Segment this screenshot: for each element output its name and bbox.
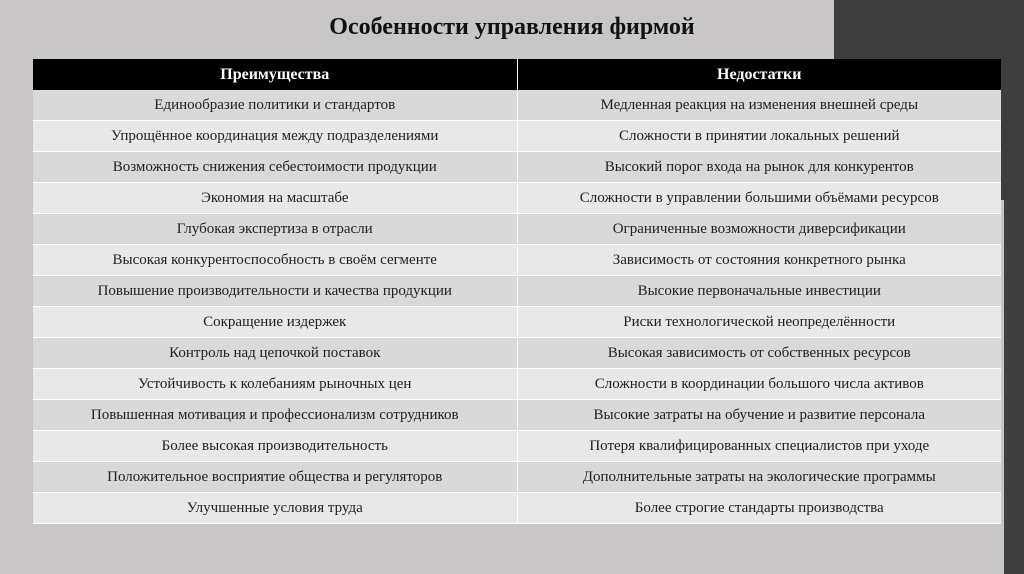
- table-row: [33, 90, 1001, 121]
- disadvantage-cell: Зависимость от состояния конкретного рынка: [517, 245, 1001, 276]
- disadvantage-cell: Ограниченные возможности диверсификации: [517, 214, 1001, 245]
- page-title: Особенности управления фирмой: [329, 14, 695, 40]
- table-row: [33, 245, 1001, 276]
- table-row: [33, 369, 1001, 400]
- disadvantage-cell: Более строгие стандарты производства: [517, 493, 1001, 524]
- table-row: [33, 214, 1001, 245]
- disadvantage-cell: Сложности в координации большого числа активов: [517, 369, 1001, 400]
- advantage-cell: Экономия на масштабе: [33, 183, 517, 214]
- disadvantage-cell: Высокие затраты на обучение и развитие персонала: [517, 400, 1001, 431]
- header-disadvantages: Недостатки: [517, 59, 1001, 90]
- table-row: [33, 276, 1001, 307]
- table-row: [33, 121, 1001, 152]
- advantage-cell: Глубокая экспертиза в отрасли: [33, 214, 517, 245]
- advantage-cell: Контроль над цепочкой поставок: [33, 338, 517, 369]
- header-advantages: Преимущества: [33, 59, 517, 90]
- disadvantage-cell: Высокая зависимость от собственных ресурсов: [517, 338, 1001, 369]
- advantage-cell: Повышенная мотивация и профессионализм сотрудников: [33, 400, 517, 431]
- advantage-cell: Улучшенные условия труда: [33, 493, 517, 524]
- table-row: [33, 400, 1001, 431]
- advantage-cell: Устойчивость к колебаниям рыночных цен: [33, 369, 517, 400]
- disadvantage-cell: Высокие первоначальные инвестиции: [517, 276, 1001, 307]
- table-row: [33, 431, 1001, 462]
- disadvantage-cell: Сложности в принятии локальных решений: [517, 121, 1001, 152]
- disadvantage-cell: Риски технологической неопределённости: [517, 307, 1001, 338]
- disadvantage-cell: Дополнительные затраты на экологические программы: [517, 462, 1001, 493]
- advantage-cell: Повышение производительности и качества продукции: [33, 276, 517, 307]
- table-row: [33, 152, 1001, 183]
- table-row: [33, 183, 1001, 214]
- advantage-cell: Положительное восприятие общества и регуляторов: [33, 462, 517, 493]
- disadvantage-cell: Потеря квалифицированных специалистов при уходе: [517, 431, 1001, 462]
- advantage-cell: Более высокая производительность: [33, 431, 517, 462]
- side-decoration-strip: [1004, 195, 1024, 574]
- table-header-row: [33, 59, 1001, 90]
- table-row: [33, 338, 1001, 369]
- disadvantage-cell: Медленная реакция на изменения внешней среды: [517, 90, 1001, 121]
- advantage-cell: Высокая конкурентоспособность в своём сегменте: [33, 245, 517, 276]
- table-row: [33, 493, 1001, 524]
- table-row: [33, 307, 1001, 338]
- disadvantage-cell: Высокий порог входа на рынок для конкурентов: [517, 152, 1001, 183]
- advantage-cell: Сокращение издержек: [33, 307, 517, 338]
- disadvantage-cell: Сложности в управлении большими объёмами ресурсов: [517, 183, 1001, 214]
- advantage-cell: Единообразие политики и стандартов: [33, 90, 517, 121]
- comparison-table: [33, 59, 1001, 524]
- advantage-cell: Возможность снижения себестоимости продукции: [33, 152, 517, 183]
- advantage-cell: Упрощённое координация между подразделениями: [33, 121, 517, 152]
- table-row: [33, 462, 1001, 493]
